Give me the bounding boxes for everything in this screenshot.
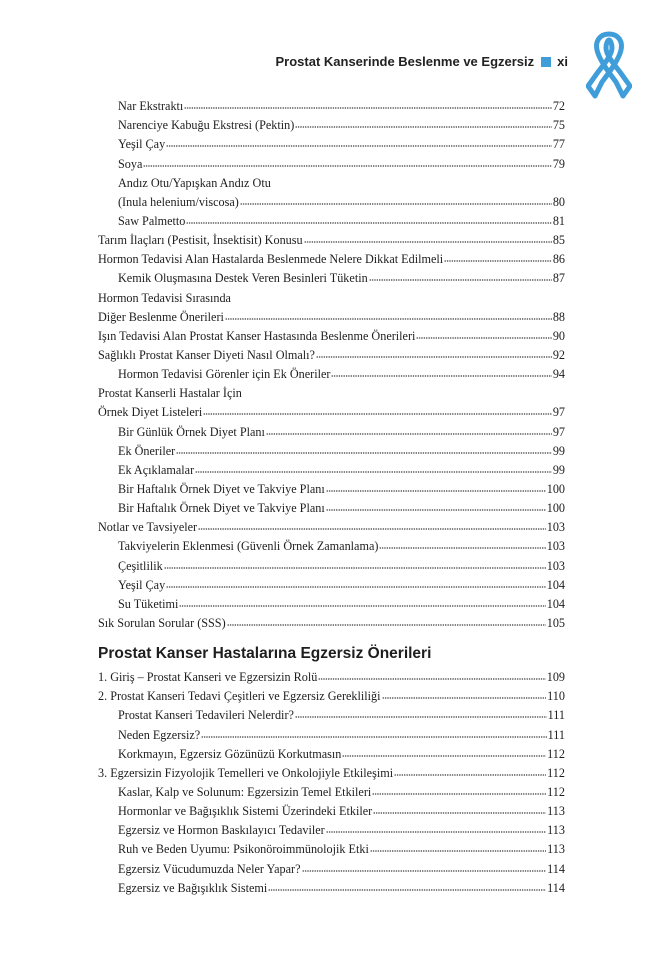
dot-leader	[195, 470, 552, 474]
toc-entry-title: Egzersiz ve Hormon Baskılayıcı Tedaviler	[118, 823, 325, 838]
toc-entry-title: Egzersiz ve Bağışıklık Sistemi	[118, 880, 268, 895]
dot-leader	[240, 202, 552, 206]
toc-entry[interactable]	[98, 210, 565, 229]
table-of-contents	[98, 95, 565, 631]
dot-leader	[186, 221, 551, 225]
dot-leader	[302, 869, 547, 873]
toc-entry[interactable]	[98, 172, 565, 191]
toc-entry[interactable]	[98, 286, 565, 305]
toc-entry[interactable]	[98, 723, 565, 742]
dot-leader	[372, 792, 546, 796]
toc-entry[interactable]	[98, 612, 565, 631]
toc-entry-page: 113	[547, 842, 565, 857]
toc-entry-page: 90	[552, 328, 565, 343]
toc-entry[interactable]	[98, 440, 565, 459]
toc-entry-title: Yeşil Çay	[118, 137, 166, 152]
toc-entry[interactable]	[98, 114, 565, 133]
toc-entry-page: 94	[552, 367, 565, 382]
toc-entry[interactable]	[98, 325, 565, 344]
toc-entry-title: Notlar ve Tavsiyeler	[98, 520, 198, 535]
toc-entry-title: Sık Sorulan Sorular (SSS)	[98, 615, 226, 630]
toc-entry-page: 103	[546, 520, 565, 535]
toc-entry[interactable]	[98, 459, 565, 478]
toc-entry-title: Takviyelerin Eklenmesi (Güvenli Örnek Zamanlama)	[118, 539, 379, 554]
toc-entry[interactable]	[98, 762, 565, 781]
toc-entry-page: 72	[552, 99, 565, 114]
toc-entry-title: Neden Egzersiz?	[118, 727, 201, 742]
toc-entry[interactable]	[98, 838, 565, 857]
table-of-contents-exercise	[98, 666, 565, 896]
toc-entry-page: 109	[546, 670, 565, 685]
toc-entry-title: Çeşitlilik	[118, 558, 163, 573]
toc-entry-page: 114	[547, 861, 565, 876]
toc-entry-page: 113	[547, 823, 565, 838]
dot-leader	[342, 754, 546, 758]
toc-entry-title: Yeşil Çay	[118, 577, 166, 592]
toc-entry[interactable]	[98, 306, 565, 325]
toc-entry-title: Bir Haftalık Örnek Diyet ve Takviye Planı	[118, 501, 325, 516]
toc-entry-page: 100	[546, 481, 565, 496]
toc-entry-page: 86	[552, 252, 565, 267]
dot-leader	[266, 432, 552, 436]
toc-entry-title: Hormon Tedavisi Görenler için Ek Öneriler	[118, 367, 331, 382]
toc-entry[interactable]	[98, 478, 565, 497]
toc-entry-title: Işın Tedavisi Alan Prostat Kanser Hastasında Beslenme Önerileri	[98, 328, 416, 343]
toc-entry-title: Ek Açıklamalar	[118, 462, 195, 477]
square-bullet-icon	[541, 57, 551, 67]
toc-entry[interactable]	[98, 267, 565, 286]
toc-entry[interactable]	[98, 877, 565, 896]
toc-entry-title: Egzersiz Vücudumuzda Neler Yapar?	[118, 861, 301, 876]
toc-entry-page: 113	[547, 804, 565, 819]
dot-leader	[369, 278, 552, 282]
dot-leader	[201, 735, 546, 739]
toc-entry-page: 110	[547, 689, 565, 704]
dot-leader	[225, 317, 552, 321]
dot-leader	[198, 527, 546, 531]
dot-leader	[268, 888, 546, 892]
toc-entry[interactable]	[98, 152, 565, 171]
toc-entry-page: 97	[552, 424, 565, 439]
toc-entry-title: Nar Ekstraktı	[118, 99, 184, 114]
toc-entry[interactable]	[98, 781, 565, 800]
toc-entry-title: Hormon Tedavisi Alan Hastalarda Beslenmede Nelere Dikkat Edilmeli	[98, 252, 444, 267]
toc-entry-title: 2. Prostat Kanseri Tedavi Çeşitleri ve Egzersiz Gerekliliği	[98, 689, 381, 704]
toc-entry-page: 80	[552, 194, 565, 209]
toc-entry-title: Narenciye Kabuğu Ekstresi (Pektin)	[118, 118, 295, 133]
dot-leader	[164, 566, 546, 570]
dot-leader	[382, 696, 547, 700]
running-header	[0, 54, 568, 69]
toc-entry-title: Ek Öneriler	[118, 443, 176, 458]
toc-entry-title: Sağlıklı Prostat Kanser Diyeti Nasıl Olmalı?	[98, 347, 315, 362]
toc-entry[interactable]	[98, 666, 565, 685]
dot-leader	[373, 811, 546, 815]
toc-entry[interactable]	[98, 685, 565, 704]
toc-entry-page: 114	[547, 880, 565, 895]
page-number: xi	[557, 54, 568, 69]
toc-entry-title: Saw Palmetto	[118, 213, 186, 228]
toc-entry-title: Su Tüketimi	[118, 596, 179, 611]
toc-entry-page: 99	[552, 443, 565, 458]
dot-leader	[295, 125, 551, 129]
toc-entry-page: 111	[547, 727, 565, 742]
toc-entry[interactable]	[98, 535, 565, 554]
dot-leader	[166, 585, 546, 589]
toc-entry[interactable]	[98, 743, 565, 762]
toc-entry-page: 92	[552, 347, 565, 362]
toc-entry-title: Ruh ve Beden Uyumu: Psikonöroimmünolojik Etki	[118, 842, 369, 857]
dot-leader	[143, 164, 551, 168]
toc-entry[interactable]	[98, 191, 565, 210]
toc-entry-page: 100	[546, 501, 565, 516]
dot-leader	[394, 773, 546, 777]
toc-entry[interactable]	[98, 420, 565, 439]
toc-entry[interactable]	[98, 574, 565, 593]
dot-leader	[203, 412, 552, 416]
toc-entry-page: 87	[552, 271, 565, 286]
toc-entry-title: Diğer Beslenme Önerileri	[98, 309, 224, 324]
toc-entry-title: 1. Giriş – Prostat Kanseri ve Egzersizin Rolü	[98, 670, 318, 685]
toc-entry-title: Korkmayın, Egzersiz Gözünüzü Korkutmasın	[118, 746, 342, 761]
toc-entry-title: (Inula helenium/viscosa)	[118, 194, 239, 209]
dot-leader	[326, 489, 546, 493]
toc-entry-title: Soya	[118, 156, 143, 171]
toc-entry-title: Hormonlar ve Bağışıklık Sistemi Üzerindeki Etkiler	[118, 804, 373, 819]
toc-entry[interactable]	[98, 800, 565, 819]
dot-leader	[227, 623, 546, 627]
section-heading: Prostat Kanser Hastalarına Egzersiz Önerileri	[98, 645, 432, 662]
toc-entry[interactable]	[98, 593, 565, 612]
toc-entry[interactable]	[98, 516, 565, 535]
toc-entry[interactable]	[98, 401, 565, 420]
toc-entry-title: Prostat Kanseri Tedavileri Nelerdir?	[118, 708, 294, 723]
toc-entry-page: 104	[546, 577, 565, 592]
toc-entry-page: 81	[552, 213, 565, 228]
dot-leader	[176, 451, 552, 455]
toc-entry-page: 112	[547, 746, 565, 761]
toc-entry[interactable]	[98, 819, 565, 838]
dot-leader	[318, 677, 545, 681]
toc-entry-title: Örnek Diyet Listeleri	[98, 405, 203, 420]
toc-entry[interactable]	[98, 95, 565, 114]
toc-entry-page: 77	[552, 137, 565, 152]
toc-entry-title: Kemik Oluşmasına Destek Veren Besinleri Tüketin	[118, 271, 368, 286]
toc-entry-title: Prostat Kanserli Hastalar İçin	[98, 386, 242, 401]
toc-entry-page: 88	[552, 309, 565, 324]
toc-entry-page: 99	[552, 462, 565, 477]
dot-leader	[326, 830, 546, 834]
dot-leader	[416, 336, 551, 340]
toc-entry-title: Hormon Tedavisi Sırasında	[98, 290, 231, 305]
dot-leader	[179, 604, 545, 608]
toc-entry-page: 79	[552, 156, 565, 171]
toc-entry[interactable]	[98, 497, 565, 516]
toc-entry-page: 85	[552, 233, 565, 248]
toc-entry-page: 104	[546, 596, 565, 611]
toc-entry-page: 75	[552, 118, 565, 133]
dot-leader	[444, 259, 552, 263]
toc-entry[interactable]	[98, 857, 565, 876]
dot-leader	[295, 715, 547, 719]
dot-leader	[316, 355, 552, 359]
dot-leader	[379, 546, 545, 550]
dot-leader	[326, 508, 546, 512]
toc-entry-page: 103	[546, 558, 565, 573]
toc-entry-page: 105	[546, 615, 565, 630]
toc-entry-page: 97	[552, 405, 565, 420]
toc-entry-page: 103	[546, 539, 565, 554]
toc-entry[interactable]	[98, 133, 565, 152]
toc-entry-title: Tarım İlaçları (Pestisit, İnsektisit) Konusu	[98, 233, 303, 248]
toc-entry-title: Bir Haftalık Örnek Diyet ve Takviye Planı	[118, 481, 325, 496]
toc-entry[interactable]	[98, 344, 565, 363]
toc-entry[interactable]	[98, 363, 565, 382]
awareness-ribbon-icon	[586, 24, 632, 100]
toc-entry[interactable]	[98, 229, 565, 248]
dot-leader	[184, 106, 551, 110]
toc-entry[interactable]	[98, 382, 565, 401]
dot-leader	[370, 849, 546, 853]
toc-entry[interactable]	[98, 248, 565, 267]
toc-entry-page: 112	[547, 784, 565, 799]
book-title: Prostat Kanserinde Beslenme ve Egzersiz	[275, 54, 535, 69]
toc-entry-title: Kaslar, Kalp ve Solunum: Egzersizin Temel Etkileri	[118, 784, 372, 799]
dot-leader	[166, 144, 552, 148]
toc-entry-title: 3. Egzersizin Fizyolojik Temelleri ve Onkolojiyle Etkileşimi	[98, 765, 394, 780]
dot-leader	[304, 240, 552, 244]
toc-entry[interactable]	[98, 554, 565, 573]
toc-entry[interactable]	[98, 704, 565, 723]
toc-entry-title: Bir Günlük Örnek Diyet Planı	[118, 424, 265, 439]
toc-entry-page: 111	[547, 708, 565, 723]
toc-entry-page: 112	[547, 765, 565, 780]
dot-leader	[331, 374, 551, 378]
toc-entry-title: Andız Otu/Yapışkan Andız Otu	[118, 175, 271, 190]
